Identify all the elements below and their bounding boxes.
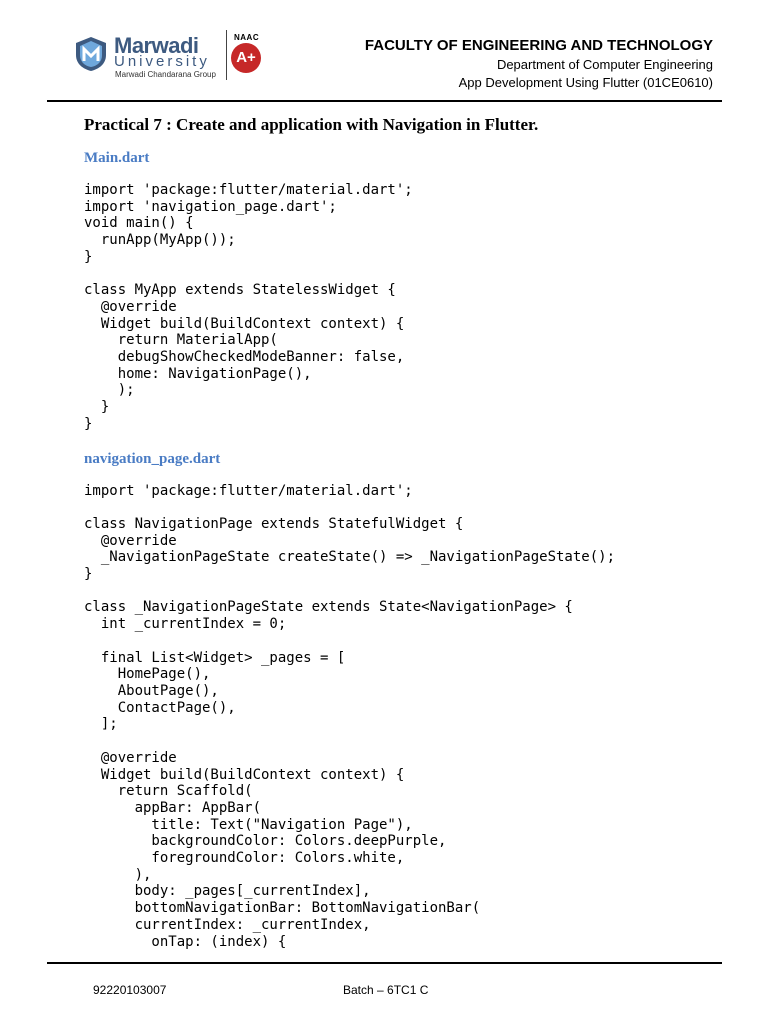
section-title-main-dart: Main.dart xyxy=(84,150,150,166)
header-divider xyxy=(47,100,722,102)
practical-title: Practical 7 : Create and application with Navigation in Flutter. xyxy=(84,115,539,134)
document-body xyxy=(84,114,724,960)
logo-divider xyxy=(226,30,227,80)
naac-label: NAAC xyxy=(234,33,260,42)
code-block-main-dart: import 'package:flutter/material.dart'; import 'navigation_page.dart'; void main() { runApp(MyApp()); } class MyApp extends StatelessWidget { @override Widget build(BuildContext context) { return MaterialApp( debugShowCheckedModeBanner: false, home: NavigationPage(), ); } } xyxy=(84,182,413,432)
naac-badge xyxy=(231,33,267,77)
footer-divider xyxy=(47,962,722,964)
logo-subtitle: University xyxy=(114,53,210,70)
logo-title: Marwadi xyxy=(114,33,199,58)
naac-grade: A+ xyxy=(231,43,261,73)
page-header xyxy=(0,0,768,100)
course-name: App Development Using Flutter (01CE0610) xyxy=(458,75,713,90)
shield-logo-icon xyxy=(74,36,108,72)
footer-batch: Batch – 6TC1 C xyxy=(343,983,429,997)
department-name: Department of Computer Engineering xyxy=(496,57,713,72)
footer-enrollment-number: 92220103007 xyxy=(93,983,167,997)
faculty-name: FACULTY OF ENGINEERING AND TECHNOLOGY xyxy=(364,37,713,54)
logo-group-name: Marwadi Chandarana Group xyxy=(115,70,216,79)
code-block-navigation-page-dart: import 'package:flutter/material.dart'; class NavigationPage extends StatefulWidget { @override _NavigationPageState createState() => _NavigationPageState(); } class _NavigationPageState extends State<NavigationPage> { int _currentIndex = 0; final List<Widget> _pages = [ HomePage(), AboutPage(), ContactPage(), ]; @override Widget build(BuildContext context) { return Scaffold( appBar: AppBar( title: Text("Navigation Page"), backgroundColor: Colors.deepPurple, foregroundColor: Colors.white, ), body: _pages[_currentIndex], bottomNavigationBar: BottomNavigationBar( currentIndex: _currentIndex, onTap: (index) { xyxy=(84,482,616,950)
header-info xyxy=(365,36,713,92)
section-title-navigation-page-dart: navigation_page.dart xyxy=(84,450,221,467)
